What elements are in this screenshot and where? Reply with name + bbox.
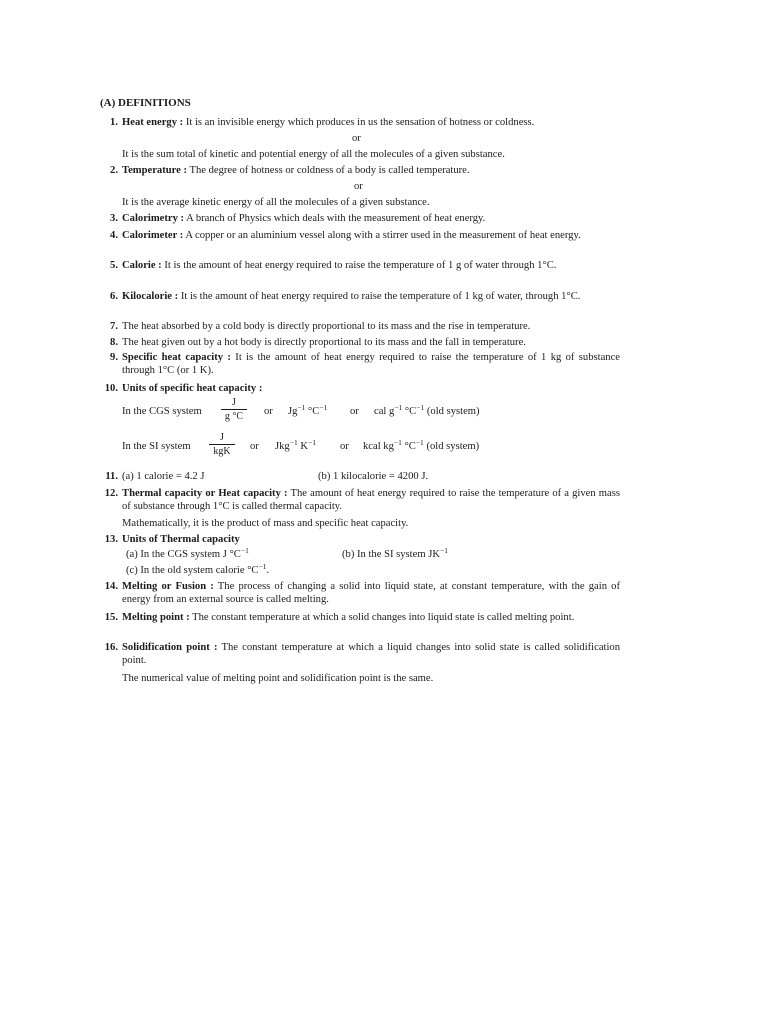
unit-expression: [275, 440, 316, 453]
item-number: 10.: [104, 383, 118, 394]
item-number: 16.: [104, 642, 118, 653]
term-label: Units of Thermal capacity: [122, 534, 240, 545]
or-word: or: [340, 441, 349, 452]
definition-text: It is the sum total of kinetic and potential energy of all the molecules of a given substance.: [122, 149, 505, 160]
item-number: 9.: [110, 352, 118, 363]
exponent: −1: [415, 438, 424, 447]
definition-text: The degree of hotness or coldness of a body is called temperature.: [187, 165, 470, 176]
unit-text: °C: [402, 406, 417, 417]
item-number: 7.: [110, 321, 118, 332]
definition-text: It is the average kinetic energy of all the molecules of a given substance.: [122, 197, 430, 208]
unit-text: °C: [401, 441, 416, 452]
fraction-denominator: g °C: [224, 411, 244, 422]
item-number: 11.: [105, 471, 118, 482]
term-label: Melting point :: [122, 612, 190, 623]
exponent: −1: [393, 438, 402, 447]
definition-text: It is an invisible energy which produces in us the sensation of hotness or coldness.: [183, 117, 535, 128]
definition-temperature: [122, 164, 620, 177]
fraction-numerator: J: [220, 432, 224, 443]
term-label: Thermal capacity or Heat capacity :: [122, 488, 288, 499]
fraction-bar: [209, 444, 235, 445]
unit-text: °C: [305, 406, 320, 417]
definition-text: It is the amount of heat energy required to raise the temperature of 1 g of water through 1°C.: [161, 260, 557, 271]
exponent: −1: [289, 438, 298, 447]
definition-text: The numerical value of melting point and solidification point is the same.: [122, 673, 434, 684]
or-word: or: [350, 406, 359, 417]
exponent: −1: [319, 403, 328, 412]
item-number: 15.: [104, 612, 118, 623]
unit-old: [126, 564, 269, 577]
item-number: 6.: [110, 291, 118, 302]
unit-text: Jkg: [275, 441, 290, 452]
units-heading: [122, 382, 620, 395]
definition-text: Mathematically, it is the product of mass and specific heat capacity.: [122, 518, 409, 529]
or-word: or: [250, 441, 259, 452]
unit-text: (a) In the CGS system J °C: [126, 549, 241, 560]
term-label: Specific heat capacity :: [122, 352, 231, 363]
or-separator: or: [354, 181, 363, 192]
definition-thermal-capacity: [122, 487, 620, 513]
definition-text: The heat given out by a hot body is directly proportional to its mass and the fall in temperature.: [122, 337, 526, 348]
si-prefix: In the SI system: [122, 441, 191, 452]
item-number: 14.: [104, 581, 118, 592]
unit-cgs: [126, 548, 249, 561]
term-label: Heat energy :: [122, 117, 184, 128]
cgs-prefix: In the CGS system: [122, 406, 202, 417]
definition-melting-point: [122, 611, 620, 624]
item-number: 2.: [110, 165, 118, 176]
unit-text: (c) In the old system calorie °C: [126, 565, 259, 576]
definition-text: It is the amount of heat energy required to raise the temperature of 1 kg of substance through 1°C (or 1 K).: [122, 352, 620, 376]
unit-text: (old system): [424, 406, 480, 417]
or-separator: or: [352, 133, 361, 144]
item-number: 1.: [110, 117, 118, 128]
term-label: Solidification point :: [122, 642, 218, 653]
fraction-denominator: kgK: [213, 446, 231, 457]
exponent: −1: [308, 438, 316, 447]
term-label: Units of specific heat capacity :: [122, 383, 263, 394]
definition-text: The constant temperature at which a liquid changes into solid state is called solidification point.: [122, 642, 620, 666]
unit-si: [342, 548, 448, 561]
fraction-numerator: J: [232, 397, 236, 408]
term-label: Calorimeter :: [122, 230, 184, 241]
unit-text: K: [297, 441, 309, 452]
unit-text: cal g: [374, 406, 395, 417]
definition-specific-heat: [122, 351, 620, 377]
definition-melting: [122, 580, 620, 606]
units-heading: [122, 533, 620, 546]
definition-text: A copper or an aluminium vessel along with a stirrer used in the measurement of heat energy.: [183, 230, 581, 241]
fraction-bar: [221, 409, 247, 410]
unit-expression: [363, 440, 479, 453]
item-number: 3.: [110, 213, 118, 224]
conversion-kilocalorie: (b) 1 kilocalorie = 4200 J.: [318, 471, 429, 482]
exponent: −1: [416, 403, 425, 412]
definition-text: The heat absorbed by a cold body is directly proportional to its mass and the rise in temperature.: [122, 321, 531, 332]
unit-text: (b) In the SI system JK: [342, 549, 440, 560]
definition-calorimeter: [122, 229, 620, 242]
conversion-calorie: (a) 1 calorie = 4.2 J: [122, 471, 205, 482]
exponent: −1: [240, 546, 249, 555]
item-number: 8.: [110, 337, 118, 348]
unit-expression: [374, 405, 480, 418]
definition-text: A branch of Physics which deals with the measurement of heat energy.: [184, 213, 486, 224]
exponent: −1: [297, 403, 306, 412]
item-number: 13.: [104, 534, 118, 545]
or-word: or: [264, 406, 273, 417]
exponent: −1: [439, 546, 448, 555]
section-heading: (A) DEFINITIONS: [100, 97, 191, 109]
definition-calorie: [122, 259, 620, 272]
definition-heat-energy: [122, 116, 620, 129]
definition-kilocalorie: [122, 290, 620, 303]
definition-text: The amount of heat energy required to raise the temperature of a given mass of substance through 1°C is called thermal capacity.: [122, 488, 620, 512]
term-label: Temperature :: [122, 165, 188, 176]
term-label: Calorie :: [122, 260, 162, 271]
definition-calorimetry: [122, 212, 620, 225]
fraction: [209, 432, 235, 457]
term-label: Melting or Fusion :: [122, 581, 214, 592]
unit-text: .: [266, 565, 270, 576]
definition-text: The constant temperature at which a solid changes into liquid state is called melting point.: [189, 612, 575, 623]
item-number: 12.: [104, 488, 118, 499]
fraction: [221, 397, 247, 422]
unit-text: kcal kg: [363, 441, 394, 452]
term-label: Calorimetry :: [122, 213, 185, 224]
unit-text: Jg: [288, 406, 298, 417]
definition-text: The process of changing a solid into liquid state, at constant temperature, with the gain of energy from an external source is called melting.: [122, 581, 621, 605]
unit-expression: [288, 405, 327, 418]
item-number: 5.: [110, 260, 118, 271]
definition-solidification-point: [122, 641, 620, 667]
term-label: Kilocalorie :: [122, 291, 179, 302]
exponent: −1: [394, 403, 403, 412]
definition-text: It is the amount of heat energy required to raise the temperature of 1 kg of water, through 1°C.: [178, 291, 581, 302]
exponent: −1: [258, 562, 267, 571]
item-number: 4.: [110, 230, 118, 241]
unit-text: (old system): [423, 441, 480, 452]
